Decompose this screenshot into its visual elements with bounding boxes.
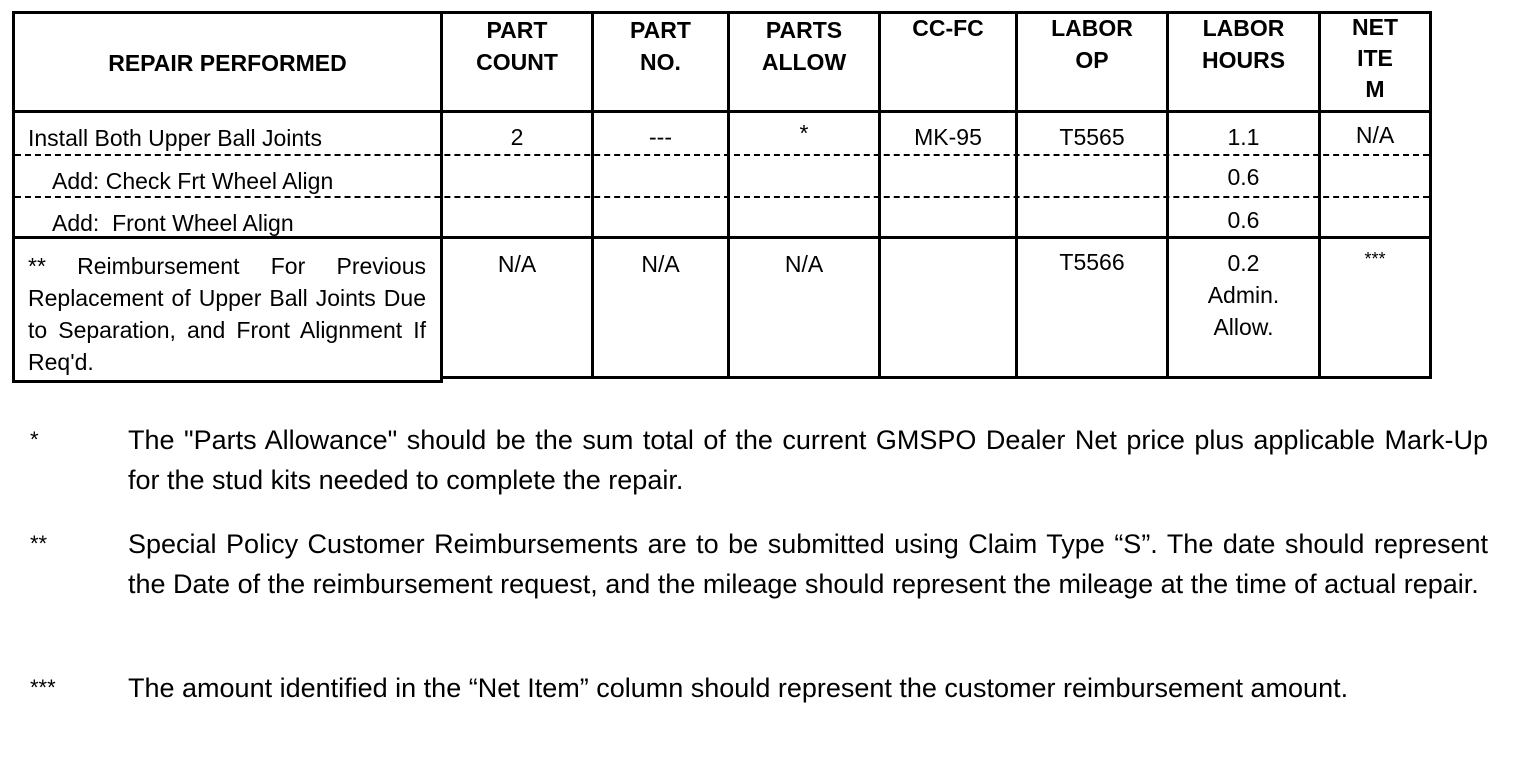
row-3-repair: Add: Front Wheel Align: [52, 210, 294, 236]
row-2-repair: Add: Check Frt Wheel Align: [52, 168, 334, 194]
header-bottom-border: [12, 110, 1432, 113]
header-parts-allow: PARTS ALLOW: [761, 17, 847, 75]
header-repair-performed: REPAIR PERFORMED: [108, 50, 347, 76]
footnote-3-text: The amount identified in the “Net Item” column should represent the customer reimbursement amount.: [128, 673, 1349, 703]
row-1-part-count: 2: [510, 124, 524, 150]
row-4-net-item: ***: [1364, 249, 1386, 269]
footnote-2-mark: **: [30, 531, 48, 556]
table-bottom-border-left: [12, 380, 440, 383]
table-bottom-border-right: [440, 376, 1432, 379]
row-1-net-item: N/A: [1355, 122, 1395, 148]
row-separator-2: [15, 196, 1429, 198]
header-labor-hours: LABOR HOURS: [1201, 15, 1286, 73]
row-4-part-count: N/A: [497, 251, 537, 277]
row-1-labor-hours: 1.1: [1227, 124, 1260, 150]
header-cc-fc: CC-FC: [912, 15, 984, 41]
row-1-repair: Install Both Upper Ball Joints: [28, 125, 323, 151]
footnote-2-text: Special Policy Customer Reimbursements are to be submitted using Claim Type “S”. The date should represent the Date of the reimbursement request, and the mileage should represent the mileage at the time of actual repair.: [128, 529, 1488, 599]
row-3-labor-hours: 0.6: [1227, 207, 1260, 233]
row-separator-1: [15, 154, 1429, 156]
row-4-part-no: N/A: [641, 251, 680, 277]
row-2-labor-hours: 0.6: [1227, 164, 1260, 190]
group-divider: [12, 236, 1432, 239]
header-net-item: NET ITE M: [1352, 14, 1398, 102]
header-part-count: PART COUNT: [476, 17, 558, 75]
footnote-1-text: The "Parts Allowance" should be the sum total of the current GMSPO Dealer Net price plus applicable Mark-Up for the stud kits needed to complete the repair.: [128, 425, 1488, 495]
header-labor-op: LABOR OP: [1051, 15, 1133, 73]
table-right-border: [1429, 11, 1432, 379]
row-1-part-no: ---: [649, 124, 672, 150]
row-1-cc-fc: MK-95: [914, 124, 982, 150]
footnote-1-mark: *: [30, 427, 39, 452]
col-divider-4: [878, 11, 881, 379]
row-4-labor-op: T5566: [1059, 249, 1125, 275]
row-4-repair: ** Reimbursement For Previous Replacement of Upper Ball Joints Due to Separation, and Front Alignment If Req'd.: [28, 253, 426, 375]
row-4-parts-allow: N/A: [784, 251, 824, 277]
row-1-labor-op: T5565: [1059, 124, 1125, 150]
header-part-no: PART NO.: [630, 17, 691, 75]
row-1-parts-allow: *: [799, 120, 809, 146]
footnote-3-mark: ***: [30, 675, 56, 700]
row-4-labor-hours: 0.2 Admin. Allow.: [1207, 250, 1280, 340]
